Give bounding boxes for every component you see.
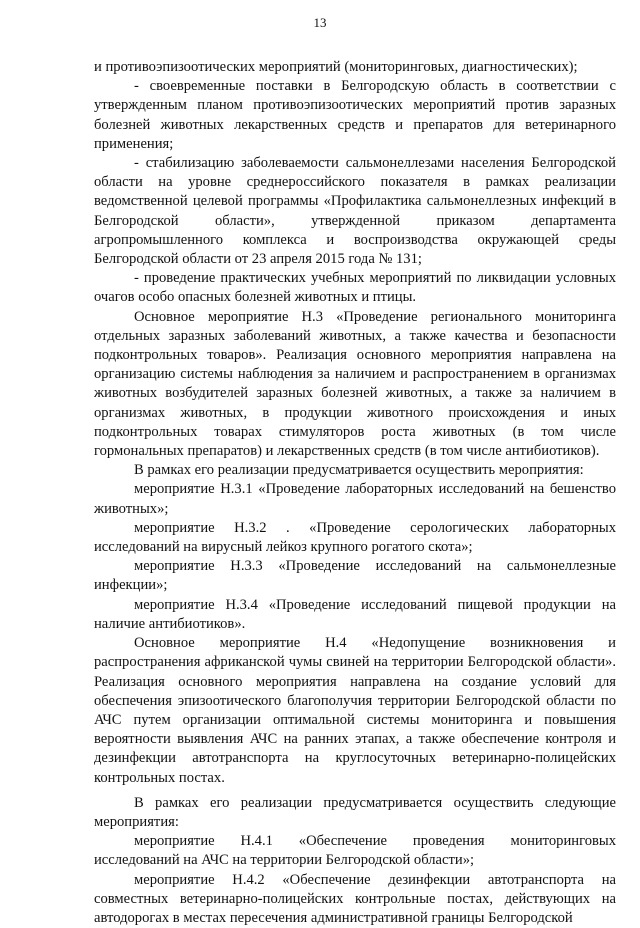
paragraph: Основное мероприятие Н.4 «Недопущение возникновения и распространения африканской чумы свиней на территории Белгородской области». Реализация основного мероприятия направлена на создание условий для обеспечения эпизоотического благополучия территории Белгородской области по АЧС путем организации оптимальной системы мониторинга и повышения вероятности выявления АЧС на ранних этапах, а также обеспечение контроля и дезинфекции автотранспорта на круглосуточных ветеринарно-полицейских контрольных постах.	[94, 635, 616, 786]
paragraph: мероприятие Н.3.3 «Проведение исследований на сальмонеллезные инфекции»;	[94, 558, 616, 594]
paragraph: мероприятие Н.3.2 . «Проведение серологических лабораторных исследований на вирусный лейкоз крупного рогатого скота»;	[94, 519, 616, 556]
paragraph: - своевременные поставки в Белгородскую область в соответствии с утвержденным планом противоэпизоотических мероприятий против заразных болезней животных лекарственных средств и препаратов для ветеринарного применения;	[94, 78, 616, 152]
paragraph: - стабилизацию заболеваемости сальмонеллезами населения Белгородской области на уровне среднероссийского показателя в рамках реализации ведомственной целевой программы «Профилактика сальмонеллезных инфекций в Белгородской области», утвержденной приказом департамента агропромышленного комплекса и воспроизводства окружающей среды Белгородской области от 23 апреля 2015 года № 131;	[94, 155, 616, 268]
page-number: 13	[313, 15, 327, 30]
paragraph: Основное мероприятие Н.3 «Проведение регионального мониторинга отдельных заразных заболеваний животных, а также качества и безопасности подконтрольных товаров». Реализация основного мероприятия направлена на организацию системы наблюдения за наличием и распространением в организмах животных возбудителей заразных болезней животных, а также за наличием в организмах животных, в продукции животного происхождения и иных подконтрольных товарах стимуляторов роста животных (в том числе гормональных препаратов) и лекарственных средств (в том числе антибиотиков).	[94, 308, 616, 460]
paragraph: и противоэпизоотических мероприятий (мониторинговых, диагностических);	[94, 59, 578, 75]
paragraph: мероприятие Н.4.2 «Обеспечение дезинфекции автотранспорта на совместных ветеринарно-полицейских контрольные постах, действующих на автодорогах в местах пересечения административной границы Белгородской	[94, 871, 616, 926]
document-body	[94, 58, 616, 928]
paragraph: В рамках его реализации предусматривается осуществить следующие мероприятия:	[94, 794, 616, 830]
paragraph: мероприятие Н.3.1 «Проведение лабораторных исследований на бешенство животных»;	[94, 481, 616, 517]
paragraph: мероприятие Н.3.4 «Проведение исследований пищевой продукции на наличие антибиотиков».	[94, 596, 616, 632]
paragraph: мероприятие Н.4.1 «Обеспечение проведения мониторинговых исследований на АЧС на территории Белгородской области»;	[94, 833, 616, 869]
paragraph: - проведение практических учебных мероприятий по ликвидации условных очагов особо опасных болезней животных и птицы.	[94, 270, 616, 306]
paragraph: В рамках его реализации предусматривается осуществить мероприятия:	[134, 462, 584, 479]
